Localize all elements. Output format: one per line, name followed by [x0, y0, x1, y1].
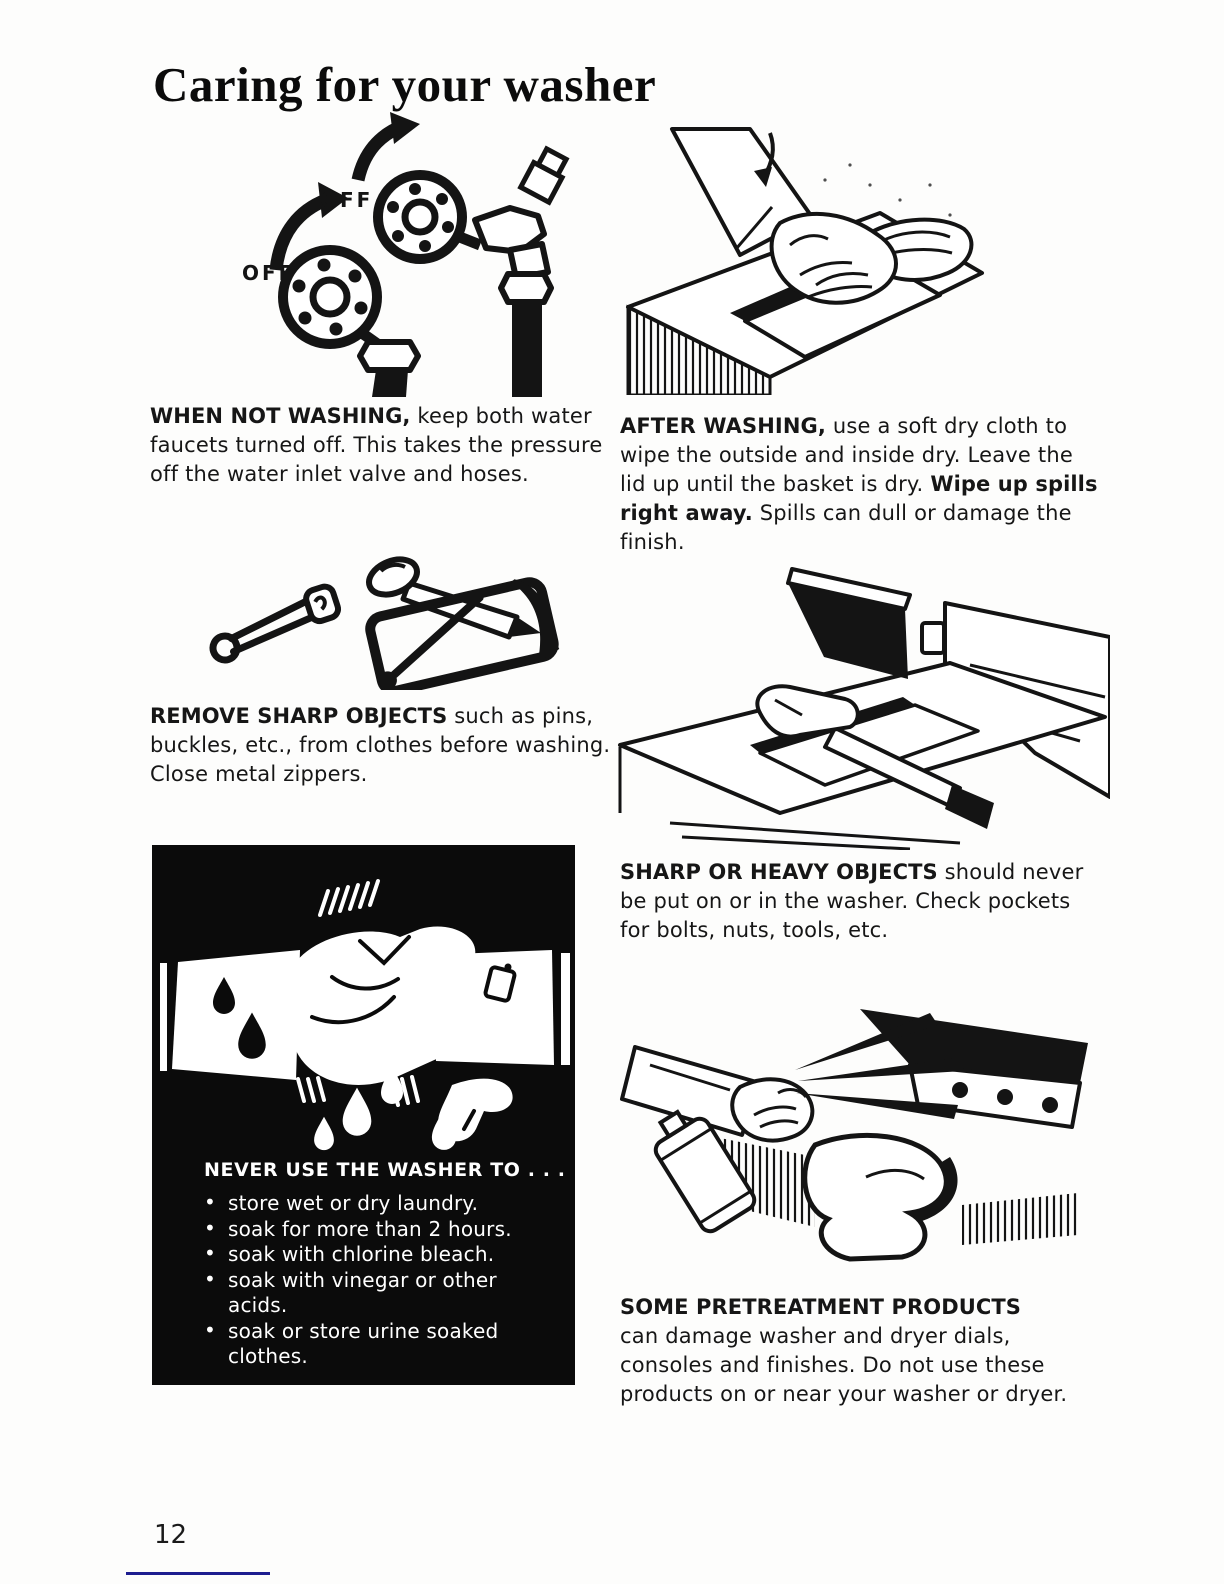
- list-item: • soak for more than 2 hours.: [204, 1215, 512, 1241]
- after-washing-paragraph: AFTER WASHING, use a soft dry cloth to wipe the outside and inside dry. Leave the lid up until the basket is dry. Wipe up spills right away. Spills can dull or damage the finish.: [620, 414, 1098, 554]
- when-not-washing-paragraph: WHEN NOT WASHING, keep both water faucets turned off. This takes the pressure off the water inlet valve and hoses.: [150, 404, 603, 486]
- never-use-warning-box: [152, 845, 575, 1385]
- safety-pin: [205, 584, 343, 663]
- bullet-icon: •: [204, 1266, 216, 1291]
- list-item: • store wet or dry laundry.: [204, 1190, 479, 1215]
- remove-sharp-objects-heading: REMOVE SHARP OBJECTS: [150, 704, 448, 728]
- faucet-handle: [283, 250, 377, 344]
- list-item: • soak or store urine soaked clothes.: [204, 1317, 499, 1368]
- turn-arrow-icon: [358, 112, 420, 180]
- never-use-list: [204, 1191, 549, 1370]
- inlet-pipe: [521, 147, 571, 203]
- water-faucets-off-illustration: [180, 112, 600, 397]
- pretreatment-spray-illustration: [610, 995, 1110, 1280]
- wiping-washer-top-illustration: [620, 125, 1090, 395]
- scarf-fringe: [320, 881, 378, 915]
- remove-sharp-objects-paragraph: REMOVE SHARP OBJECTS such as pins, buckles, etc., from clothes before washing. Close metal zippers.: [150, 704, 611, 786]
- faucet-handle: [378, 175, 462, 259]
- open-lid: [788, 569, 944, 679]
- page-title: Caring for your washer: [153, 57, 657, 112]
- hammer-on-washer-illustration: [610, 545, 1110, 850]
- hand: [732, 1079, 812, 1140]
- page-number: 12: [154, 1520, 188, 1550]
- footer-rule: [126, 1572, 270, 1575]
- bullet-icon: •: [204, 1190, 216, 1214]
- list-item: • soak with chlorine bleach.: [204, 1241, 495, 1266]
- off-label: OFF: [320, 188, 374, 212]
- sharp-or-heavy-heading: SHARP OR HEAVY OBJECTS: [620, 860, 938, 884]
- bullet-icon: •: [204, 1241, 216, 1265]
- pretreatment-paragraph: SOME PRETREATMENT PRODUCTS can damage washer and dryer dials, consoles and finishes. Do not use these products on or near your washer or dryer.: [620, 1295, 1068, 1406]
- pretreatment-heading: SOME PRETREATMENT PRODUCTS: [620, 1295, 1022, 1319]
- list-item: • soak with vinegar or other acids.: [204, 1266, 497, 1317]
- after-washing-heading: AFTER WASHING,: [620, 414, 826, 438]
- bullet-icon: •: [204, 1215, 216, 1240]
- wet-clothes-illustration: [152, 867, 575, 1167]
- never-use-heading: NEVER USE THE WASHER TO . . .: [204, 1159, 566, 1181]
- drain-hose: [805, 1135, 947, 1259]
- sharp-objects-illustration: [165, 535, 605, 690]
- when-not-washing-heading: WHEN NOT WASHING,: [150, 404, 411, 428]
- bullet-icon: •: [204, 1317, 216, 1342]
- off-label: OFF: [242, 261, 296, 285]
- sharp-or-heavy-paragraph: SHARP OR HEAVY OBJECTS should never be put on or in the washer. Check pockets for bolts, nuts, tools, etc.: [620, 860, 1084, 942]
